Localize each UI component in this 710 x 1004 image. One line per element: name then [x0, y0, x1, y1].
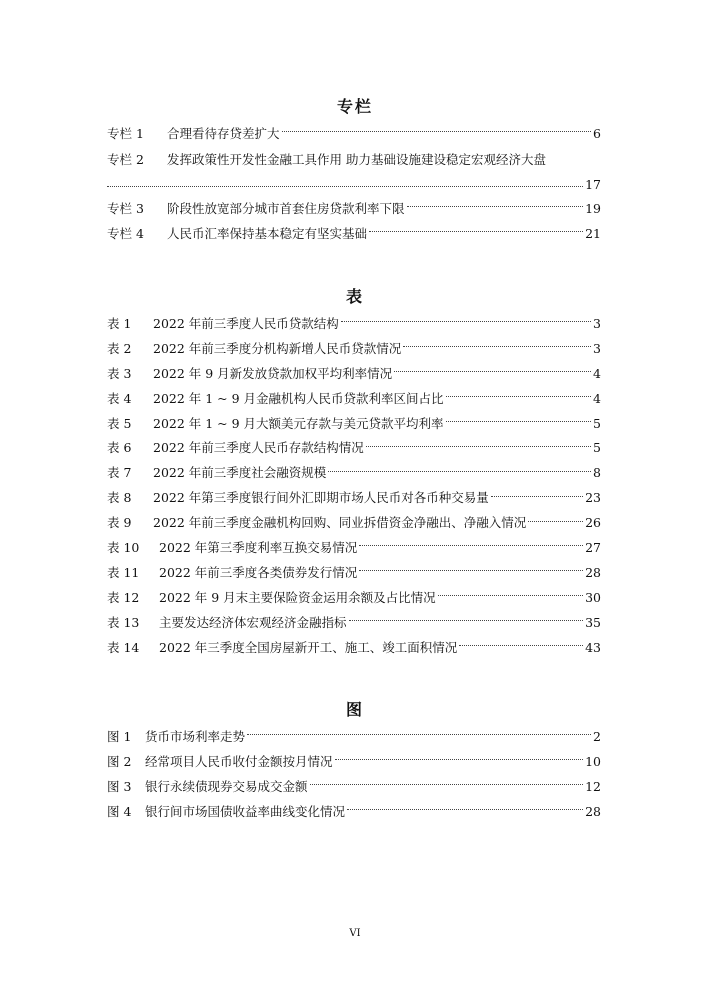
toc-entry[interactable]: [107, 337, 601, 362]
page-number: VI: [349, 928, 361, 939]
entry-page: 8: [593, 465, 601, 481]
entry-label: 表 6: [107, 440, 132, 456]
entry-label: 表 10: [107, 540, 140, 556]
toc-entry[interactable]: [107, 436, 601, 461]
toc-entry[interactable]: [107, 800, 601, 825]
entry-title: 经常项目人民币收付金额按月情况: [145, 753, 333, 769]
dot-leader: [347, 808, 583, 810]
dot-leader: [282, 130, 592, 132]
toc-entry[interactable]: [107, 611, 601, 636]
toc-entry[interactable]: [107, 222, 601, 247]
dot-leader: [310, 783, 584, 785]
entry-page: 21: [585, 225, 601, 241]
dot-leader: [369, 230, 583, 232]
figures-heading: 图: [345, 700, 364, 719]
dot-leader: [394, 370, 591, 372]
entry-page: 43: [585, 639, 601, 655]
columns-list: [107, 122, 601, 247]
dot-leader: [459, 644, 583, 646]
entry-title: 2022 年前三季度分机构新增人民币贷款情况: [153, 340, 402, 356]
entry-label: 图 3: [107, 778, 132, 794]
entry-label: 表 3: [107, 365, 132, 381]
entry-label: 表 14: [107, 639, 140, 655]
dot-leader: [359, 569, 583, 571]
entry-label: 专栏 3: [107, 200, 144, 216]
entry-title: 银行永续债现券交易成交金额: [145, 778, 308, 794]
entry-page: 6: [593, 126, 601, 141]
toc-entry[interactable]: [107, 536, 601, 561]
entry-label: 表 11: [107, 564, 140, 580]
entry-page: 19: [585, 200, 601, 216]
entry-label: 图 1: [107, 729, 132, 744]
dot-leader: [359, 544, 583, 546]
toc-entry[interactable]: [107, 461, 601, 486]
entry-page: 5: [593, 415, 601, 431]
entry-page: 28: [585, 803, 601, 819]
entry-title: 发挥政策性开发性金融工具作用 助力基础设施建设稳定宏观经济大盘: [167, 151, 546, 167]
entry-title: 2022 年 1 ~ 9 月金融机构人民币贷款利率区间占比: [153, 390, 444, 406]
entry-page: 35: [585, 614, 601, 630]
toc-entry[interactable]: [107, 636, 601, 661]
entry-page: 10: [585, 753, 601, 769]
entry-page: 4: [593, 390, 601, 406]
entry-label: 图 4: [107, 803, 132, 819]
entry-label: 表 13: [107, 614, 140, 630]
dot-leader: [446, 395, 591, 397]
entry-title: 合理看待存贷差扩大: [167, 126, 280, 141]
entry-label: 表 12: [107, 589, 140, 605]
dot-leader: [341, 320, 591, 322]
entry-title: 2022 年前三季度各类债券发行情况: [159, 564, 358, 580]
dot-leader: [247, 733, 591, 735]
entry-title: 2022 年 1 ~ 9 月大额美元存款与美元贷款平均利率: [153, 415, 444, 431]
toc-entry[interactable]: [107, 561, 601, 586]
dot-leader: [349, 619, 584, 621]
entry-page: 3: [593, 340, 601, 356]
entry-label: 表 5: [107, 415, 132, 431]
figures-list: [107, 725, 601, 825]
tables-list: [107, 312, 601, 660]
toc-entry[interactable]: [107, 122, 601, 147]
entry-label: 表 7: [107, 465, 132, 481]
entry-title: 2022 年第三季度银行间外汇即期市场人民币对各币种交易量: [153, 490, 489, 506]
entry-title: 货币市场利率走势: [145, 729, 246, 744]
entry-page: 30: [585, 589, 601, 605]
entry-page: 23: [585, 490, 601, 506]
entry-label: 表 4: [107, 390, 132, 406]
entry-page: 17: [585, 176, 601, 192]
entry-page: 27: [585, 540, 601, 556]
tables-heading: 表: [345, 287, 364, 306]
entry-title: 2022 年前三季度人民币存款结构情况: [153, 440, 364, 456]
toc-entry[interactable]: [107, 312, 601, 337]
toc-entry[interactable]: [107, 197, 601, 222]
entry-label: 表 8: [107, 490, 132, 506]
entry-title: 主要发达经济体宏观经济金融指标: [159, 614, 347, 630]
entry-title: 人民币汇率保持基本稳定有坚实基础: [167, 225, 368, 241]
toc-entry[interactable]: [107, 387, 601, 412]
dot-leader: [403, 345, 591, 347]
entry-title: 2022 年前三季度金融机构回购、同业拆借资金净融出、净融入情况: [153, 515, 527, 531]
toc-entry[interactable]: [107, 750, 601, 775]
entry-page: 2: [593, 729, 601, 744]
entry-title: 2022 年 9 月末主要保险资金运用余额及占比情况: [159, 589, 436, 605]
entry-label: 表 2: [107, 340, 132, 356]
dot-leader: [366, 445, 591, 447]
entry-title: 阶段性放宽部分城市首套住房贷款利率下限: [167, 200, 405, 216]
entry-page: 4: [593, 365, 601, 381]
toc-entry[interactable]: [107, 147, 601, 172]
toc-entry[interactable]: [107, 586, 601, 611]
dot-leader: [446, 420, 591, 422]
entry-page: 5: [593, 440, 601, 456]
entry-page: 26: [585, 515, 601, 531]
entry-label: 专栏 4: [107, 225, 144, 241]
dot-leader: [107, 185, 583, 187]
dot-leader: [335, 758, 584, 760]
entry-label: 表 1: [107, 316, 132, 331]
entry-label: 专栏 2: [107, 151, 144, 167]
toc-entry[interactable]: [107, 511, 601, 536]
entry-title: 2022 年第三季度利率互换交易情况: [159, 540, 358, 556]
entry-title: 2022 年前三季度人民币贷款结构: [153, 316, 339, 331]
entry-title: 2022 年前三季度社会融资规模: [153, 465, 327, 481]
dot-leader: [528, 520, 583, 522]
toc-entry[interactable]: [107, 362, 601, 387]
entry-title: 2022 年三季度全国房屋新开工、施工、竣工面积情况: [159, 639, 458, 655]
toc-entry[interactable]: [107, 725, 601, 750]
entry-label: 图 2: [107, 753, 132, 769]
entry-page: 28: [585, 564, 601, 580]
dot-leader: [438, 594, 583, 596]
dot-leader: [328, 470, 591, 472]
columns-heading: 专栏: [336, 97, 373, 116]
entry-title: 银行间市场国债收益率曲线变化情况: [145, 803, 346, 819]
entry-page: 3: [593, 316, 601, 331]
toc-entry[interactable]: [107, 775, 601, 800]
toc-entry-continued[interactable]: [107, 172, 601, 197]
entry-label: 专栏 1: [107, 126, 144, 141]
toc-entry[interactable]: [107, 486, 601, 511]
entry-page: 12: [585, 778, 601, 794]
dot-leader: [491, 495, 583, 497]
dot-leader: [407, 205, 584, 207]
entry-title: 2022 年 9 月新发放贷款加权平均利率情况: [153, 365, 393, 381]
entry-label: 表 9: [107, 515, 132, 531]
toc-entry[interactable]: [107, 412, 601, 437]
